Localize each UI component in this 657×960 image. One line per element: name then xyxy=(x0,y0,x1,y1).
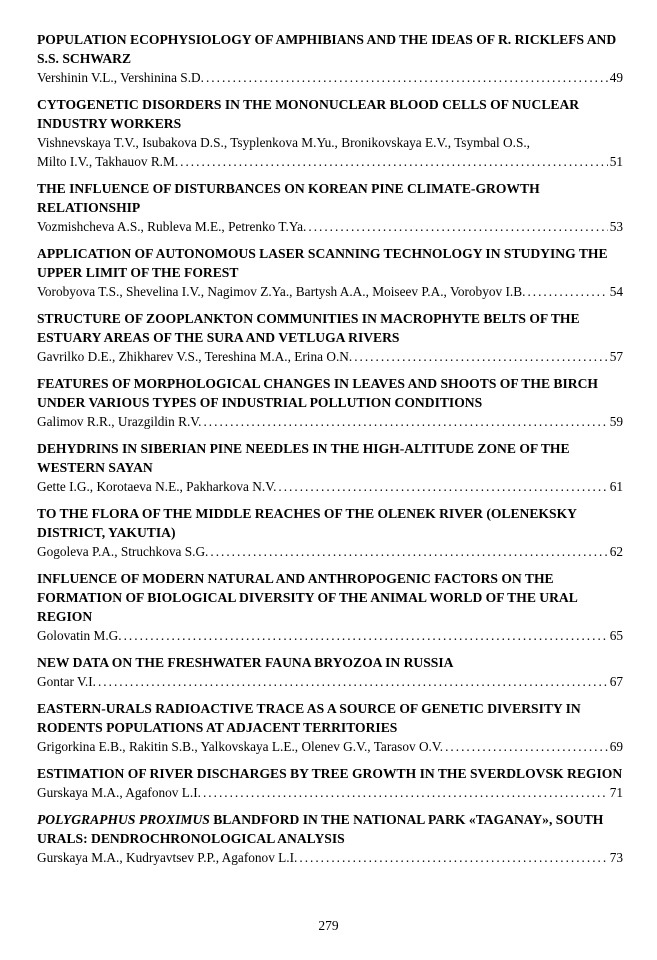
entry-title xyxy=(37,810,623,848)
entry-authors: Vozmishcheva A.S., Rubleva M.E., Petrenko T.Ya. xyxy=(37,219,307,234)
entry-title: INFLUENCE OF MODERN NATURAL AND ANTHROPOGENIC FACTORS ON THE FORMATION OF BIOLOGICAL DIVERSITY OF THE ANIMAL WORLD OF THE URAL REGION xyxy=(37,571,578,624)
entry-title: APPLICATION OF AUTONOMOUS LASER SCANNING TECHNOLOGY IN STUDYING THE UPPER LIMIT OF THE FOREST xyxy=(37,246,608,280)
dot-leader xyxy=(203,783,608,802)
entry-title-rest: BLANDFORD IN THE NATIONAL PARK «TAGANAY», SOUTH URALS: DENDROCHRONOLOGICAL ANALYSIS xyxy=(37,812,604,846)
dot-leader xyxy=(98,672,608,691)
entry-authors: Gette I.G., Korotaeva N.E., Pakharkova N.V. xyxy=(37,479,277,494)
entry-title: POPULATION ECOPHYSIOLOGY OF AMPHIBIANS AND THE IDEAS OF R. RICKLEFS AND S.S. SCHWARZ xyxy=(37,32,617,66)
entry-title: FEATURES OF MORPHOLOGICAL CHANGES IN LEAVES AND SHOOTS OF THE BIRCH UNDER VARIOUS TYPES OF INDUSTRIAL POLLUTION CONDITIONS xyxy=(37,376,598,410)
toc-entry xyxy=(37,30,623,87)
footer-page-number: 279 xyxy=(318,918,339,933)
entry-page-number: 61 xyxy=(609,479,623,494)
entry-page-number: 73 xyxy=(609,850,623,865)
toc-entry xyxy=(37,309,623,366)
entry-page-number: 57 xyxy=(609,349,623,364)
dot-leader xyxy=(308,217,607,236)
dot-leader xyxy=(527,282,607,301)
entry-title-species: POLYGRAPHUS PROXIMUS xyxy=(37,812,210,827)
entry-page-number: 51 xyxy=(609,154,623,169)
entry-title: ESTIMATION OF RIVER DISCHARGES BY TREE GROWTH IN THE SVERDLOVSK REGION xyxy=(37,766,623,781)
toc-entry xyxy=(37,653,623,691)
entry-title: CYTOGENETIC DISORDERS IN THE MONONUCLEAR BLOOD CELLS OF NUCLEAR INDUSTRY WORKERS xyxy=(37,97,580,131)
entry-page-number: 59 xyxy=(609,414,623,429)
entry-authors: Gurskaya M.A., Kudryavtsev P.P., Agafonov L.I. xyxy=(37,850,298,865)
entry-authors: Galimov R.R., Urazgildin R.V. xyxy=(37,414,202,429)
entry-page-number: 65 xyxy=(609,628,623,643)
entry-authors-row xyxy=(37,217,623,236)
entry-authors-row xyxy=(37,282,623,301)
dot-leader xyxy=(203,412,607,431)
dot-leader xyxy=(278,477,607,496)
entry-authors-row xyxy=(37,848,623,867)
dot-leader xyxy=(206,68,608,87)
entry-authors: Gontar V.I. xyxy=(37,674,96,689)
entry-title: THE INFLUENCE OF DISTURBANCES ON KOREAN PINE CLIMATE-GROWTH RELATIONSHIP xyxy=(37,181,540,215)
entry-authors: Vorobyova T.S., Shevelina I.V., Nagimov Z.Ya., Bartysh A.A., Moiseev P.A., Vorobyov I.B. xyxy=(37,284,526,299)
dot-leader xyxy=(124,626,608,645)
entry-title: NEW DATA ON THE FRESHWATER FAUNA BRYOZOA IN RUSSIA xyxy=(37,655,454,670)
entry-authors-line1: Vishnevskaya T.V., Isubakova D.S., Tsyplenkova M.Yu., Bronikovskaya E.V., Tsymbal O.S., xyxy=(37,135,531,150)
entry-page-number: 62 xyxy=(609,544,623,559)
entry-authors-row xyxy=(37,347,623,366)
toc-entry xyxy=(37,569,623,645)
entry-authors: Grigorkina E.B., Rakitin S.B., Yalkovskaya L.E., Olenev G.V., Tarasov O.V. xyxy=(37,739,444,754)
entry-authors: Gavrilko D.E., Zhikharev V.S., Tereshina M.A., Erina O.N. xyxy=(37,349,353,364)
entry-authors-row xyxy=(37,68,623,87)
entry-page-number: 49 xyxy=(609,70,623,85)
toc-entry xyxy=(37,810,623,867)
entry-page-number: 71 xyxy=(609,785,623,800)
entry-authors-row xyxy=(37,152,623,171)
toc-entry xyxy=(37,504,623,561)
entry-authors-row xyxy=(37,477,623,496)
entry-title: EASTERN-URALS RADIOACTIVE TRACE AS A SOURCE OF GENETIC DIVERSITY IN RODENTS POPULATIONS AT ADJACENT TERRITORIES xyxy=(37,701,581,735)
entry-authors-row xyxy=(37,672,623,691)
toc-entry xyxy=(37,244,623,301)
entry-page-number: 67 xyxy=(609,674,623,689)
entry-title: DEHYDRINS IN SIBERIAN PINE NEEDLES IN THE HIGH-ALTITUDE ZONE OF THE WESTERN SAYAN xyxy=(37,441,570,475)
entry-authors: Milto I.V., Takhauov R.M. xyxy=(37,154,179,169)
dot-leader xyxy=(354,347,608,366)
dot-leader xyxy=(299,848,607,867)
entry-authors-row xyxy=(37,737,623,756)
toc-entry xyxy=(37,95,623,171)
dot-leader xyxy=(180,152,608,171)
dot-leader xyxy=(445,737,608,756)
entry-authors: Gogoleva P.A., Struchkova S.G. xyxy=(37,544,209,559)
toc-entry xyxy=(37,374,623,431)
dot-leader xyxy=(210,542,607,561)
entry-page-number: 53 xyxy=(609,219,623,234)
entry-authors-row xyxy=(37,783,623,802)
entry-page-number: 69 xyxy=(609,739,623,754)
toc-entry xyxy=(37,699,623,756)
entry-authors-row xyxy=(37,626,623,645)
entry-authors: Vershinin V.L., Vershinina S.D. xyxy=(37,70,204,85)
toc-entry xyxy=(37,764,623,802)
entry-authors-row xyxy=(37,542,623,561)
entry-authors: Gurskaya M.A., Agafonov L.I. xyxy=(37,785,201,800)
entry-title: STRUCTURE OF ZOOPLANKTON COMMUNITIES IN MACROPHYTE BELTS OF THE ESTUARY AREAS OF THE SURA AND VETLUGA RIVERS xyxy=(37,311,580,345)
entry-title: TO THE FLORA OF THE MIDDLE REACHES OF THE OLENEK RIVER (OLENEKSKY DISTRICT, YAKUTIA) xyxy=(37,506,577,540)
toc-entry xyxy=(37,179,623,236)
entry-authors: Golovatin M.G. xyxy=(37,628,122,643)
entry-page-number: 54 xyxy=(609,284,623,299)
entry-authors-row xyxy=(37,412,623,431)
toc-entry xyxy=(37,439,623,496)
